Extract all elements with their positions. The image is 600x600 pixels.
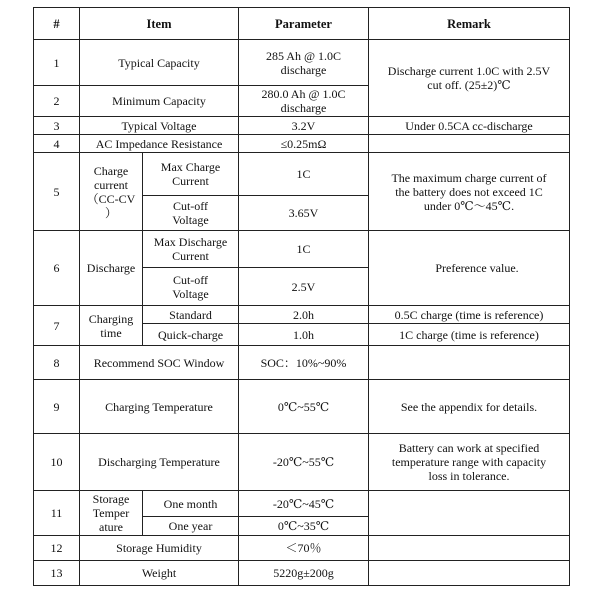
- row-number: 4: [34, 135, 80, 153]
- remark-cell: [369, 40, 570, 117]
- remark-cell: 0.5C charge (time is reference): [369, 306, 570, 324]
- header-parameter: Parameter: [239, 8, 369, 40]
- parameter-line: 280.0 Ah @ 1.0C: [261, 87, 346, 101]
- remark-line: Discharge current 1.0C with 2.5V: [387, 64, 551, 78]
- header-remark: Remark: [369, 8, 570, 40]
- remark-cell: 1C charge (time is reference): [369, 324, 570, 346]
- sub-item-cell: [143, 231, 239, 268]
- parameter-cell: 1C: [239, 153, 369, 196]
- remark-cell: [369, 491, 570, 536]
- parameter-cell: -20℃~45℃: [239, 491, 369, 517]
- group-line: Storage: [92, 492, 130, 506]
- group-cell: [80, 306, 143, 346]
- table-row-12: [34, 536, 570, 561]
- group-line: （CC-CV: [86, 191, 136, 206]
- row-number: 2: [34, 86, 80, 117]
- table-row-13: [34, 561, 570, 586]
- item-cell: Minimum Capacity: [80, 86, 239, 117]
- row-number: 12: [34, 536, 80, 561]
- parameter-cell: 0℃~55℃: [239, 380, 369, 434]
- table-row-11: [34, 491, 570, 517]
- parameter-cell: SOC：10%~90%: [239, 346, 369, 380]
- sub-item-line: Max Charge: [160, 160, 221, 174]
- parameter-cell: -20℃~55℃: [239, 434, 369, 491]
- sub-item-line: Max Discharge: [153, 235, 228, 249]
- remark-line: Battery can work at specified: [398, 441, 540, 455]
- remark-cell: [369, 561, 570, 586]
- parameter-cell: 0℃~35℃: [239, 517, 369, 536]
- table-row-3: [34, 117, 570, 135]
- sub-item-cell: [143, 196, 239, 231]
- sub-item-cell: One year: [143, 517, 239, 536]
- item-cell: Storage Humidity: [80, 536, 239, 561]
- group-cell: [80, 491, 143, 536]
- header-row: [34, 8, 570, 40]
- remark-cell: [369, 346, 570, 380]
- item-cell: Typical Voltage: [80, 117, 239, 135]
- row-number: 8: [34, 346, 80, 380]
- row-number: 6: [34, 231, 80, 306]
- remark-cell: [369, 536, 570, 561]
- remark-cell: [369, 153, 570, 231]
- group-line: ature: [99, 520, 123, 534]
- header-num: #: [34, 8, 80, 40]
- table-row-6: [34, 231, 570, 268]
- remark-line: under 0℃～45℃.: [423, 198, 515, 213]
- remark-cell: See the appendix for details.: [369, 380, 570, 434]
- parameter-cell: ＜70％: [239, 536, 369, 561]
- item-cell: Charging Temperature: [80, 380, 239, 434]
- sub-item-line: Current: [172, 174, 209, 188]
- remark-line: cut off. (25±2)℃: [427, 78, 511, 92]
- remark-cell: Under 0.5CA cc-discharge: [369, 117, 570, 135]
- header-item: Item: [80, 8, 239, 40]
- table-row-8: [34, 346, 570, 380]
- row-number: 3: [34, 117, 80, 135]
- parameter-cell: 2.0h: [239, 306, 369, 324]
- group-line: time: [100, 325, 122, 340]
- parameter-cell: 3.65V: [239, 196, 369, 231]
- item-cell: Discharging Temperature: [80, 434, 239, 491]
- row-number: 10: [34, 434, 80, 491]
- table-row-9: [34, 380, 570, 434]
- table-row-5: [34, 153, 570, 196]
- parameter-line: discharge: [280, 62, 327, 77]
- remark-cell: [369, 135, 570, 153]
- group-line: Charging: [88, 311, 134, 326]
- item-cell: Weight: [80, 561, 239, 586]
- row-number: 5: [34, 153, 80, 231]
- remark-line: the battery does not exceed 1C: [395, 184, 543, 199]
- parameter-line: 285 Ah @ 1.0C: [265, 48, 342, 63]
- item-cell: Recommend SOC Window: [80, 346, 239, 380]
- row-number: 11: [34, 491, 80, 536]
- parameter-cell: 5220g±200g: [239, 561, 369, 586]
- item-cell: AC Impedance Resistance: [80, 135, 239, 153]
- parameter-cell: 1C: [239, 231, 369, 268]
- sub-item-line: Cut-off: [172, 272, 209, 287]
- group-line: current: [94, 177, 128, 192]
- remark-cell: [369, 434, 570, 491]
- parameter-cell: 3.2V: [239, 117, 369, 135]
- remark-cell: Preference value.: [369, 231, 570, 306]
- remark-line: loss in tolerance.: [428, 469, 510, 483]
- table-row-1: [34, 40, 570, 86]
- parameter-cell: 1.0h: [239, 324, 369, 346]
- group-line: Charge: [93, 163, 129, 178]
- sub-item-cell: [143, 153, 239, 196]
- row-number: 7: [34, 306, 80, 346]
- group-cell: Discharge: [80, 231, 143, 306]
- remark-line: temperature range with capacity: [391, 455, 547, 469]
- remark-line: The maximum charge current of: [391, 170, 547, 185]
- group-line: ）: [104, 205, 117, 220]
- table-row-4: [34, 135, 570, 153]
- parameter-cell: [239, 40, 369, 86]
- row-number: 13: [34, 561, 80, 586]
- group-line: Temper: [92, 506, 130, 520]
- parameter-line: discharge: [280, 101, 327, 115]
- group-cell: [80, 153, 143, 231]
- parameter-cell: ≤0.25mΩ: [239, 135, 369, 153]
- table-row-10: [34, 434, 570, 491]
- sub-item-line: Current: [172, 249, 209, 263]
- specification-table: [33, 7, 570, 586]
- sub-item-line: Voltage: [172, 213, 209, 227]
- item-cell: Typical Capacity: [80, 40, 239, 86]
- sub-item-cell: Standard: [143, 306, 239, 324]
- sub-item-cell: Quick-charge: [143, 324, 239, 346]
- parameter-cell: 2.5V: [239, 268, 369, 306]
- sub-item-line: Cut-off: [172, 199, 209, 213]
- row-number: 1: [34, 40, 80, 86]
- sub-item-cell: One month: [143, 491, 239, 517]
- table-row-7: [34, 306, 570, 324]
- row-number: 9: [34, 380, 80, 434]
- sub-item-line: Voltage: [172, 286, 209, 301]
- parameter-cell: [239, 86, 369, 117]
- sub-item-cell: [143, 268, 239, 306]
